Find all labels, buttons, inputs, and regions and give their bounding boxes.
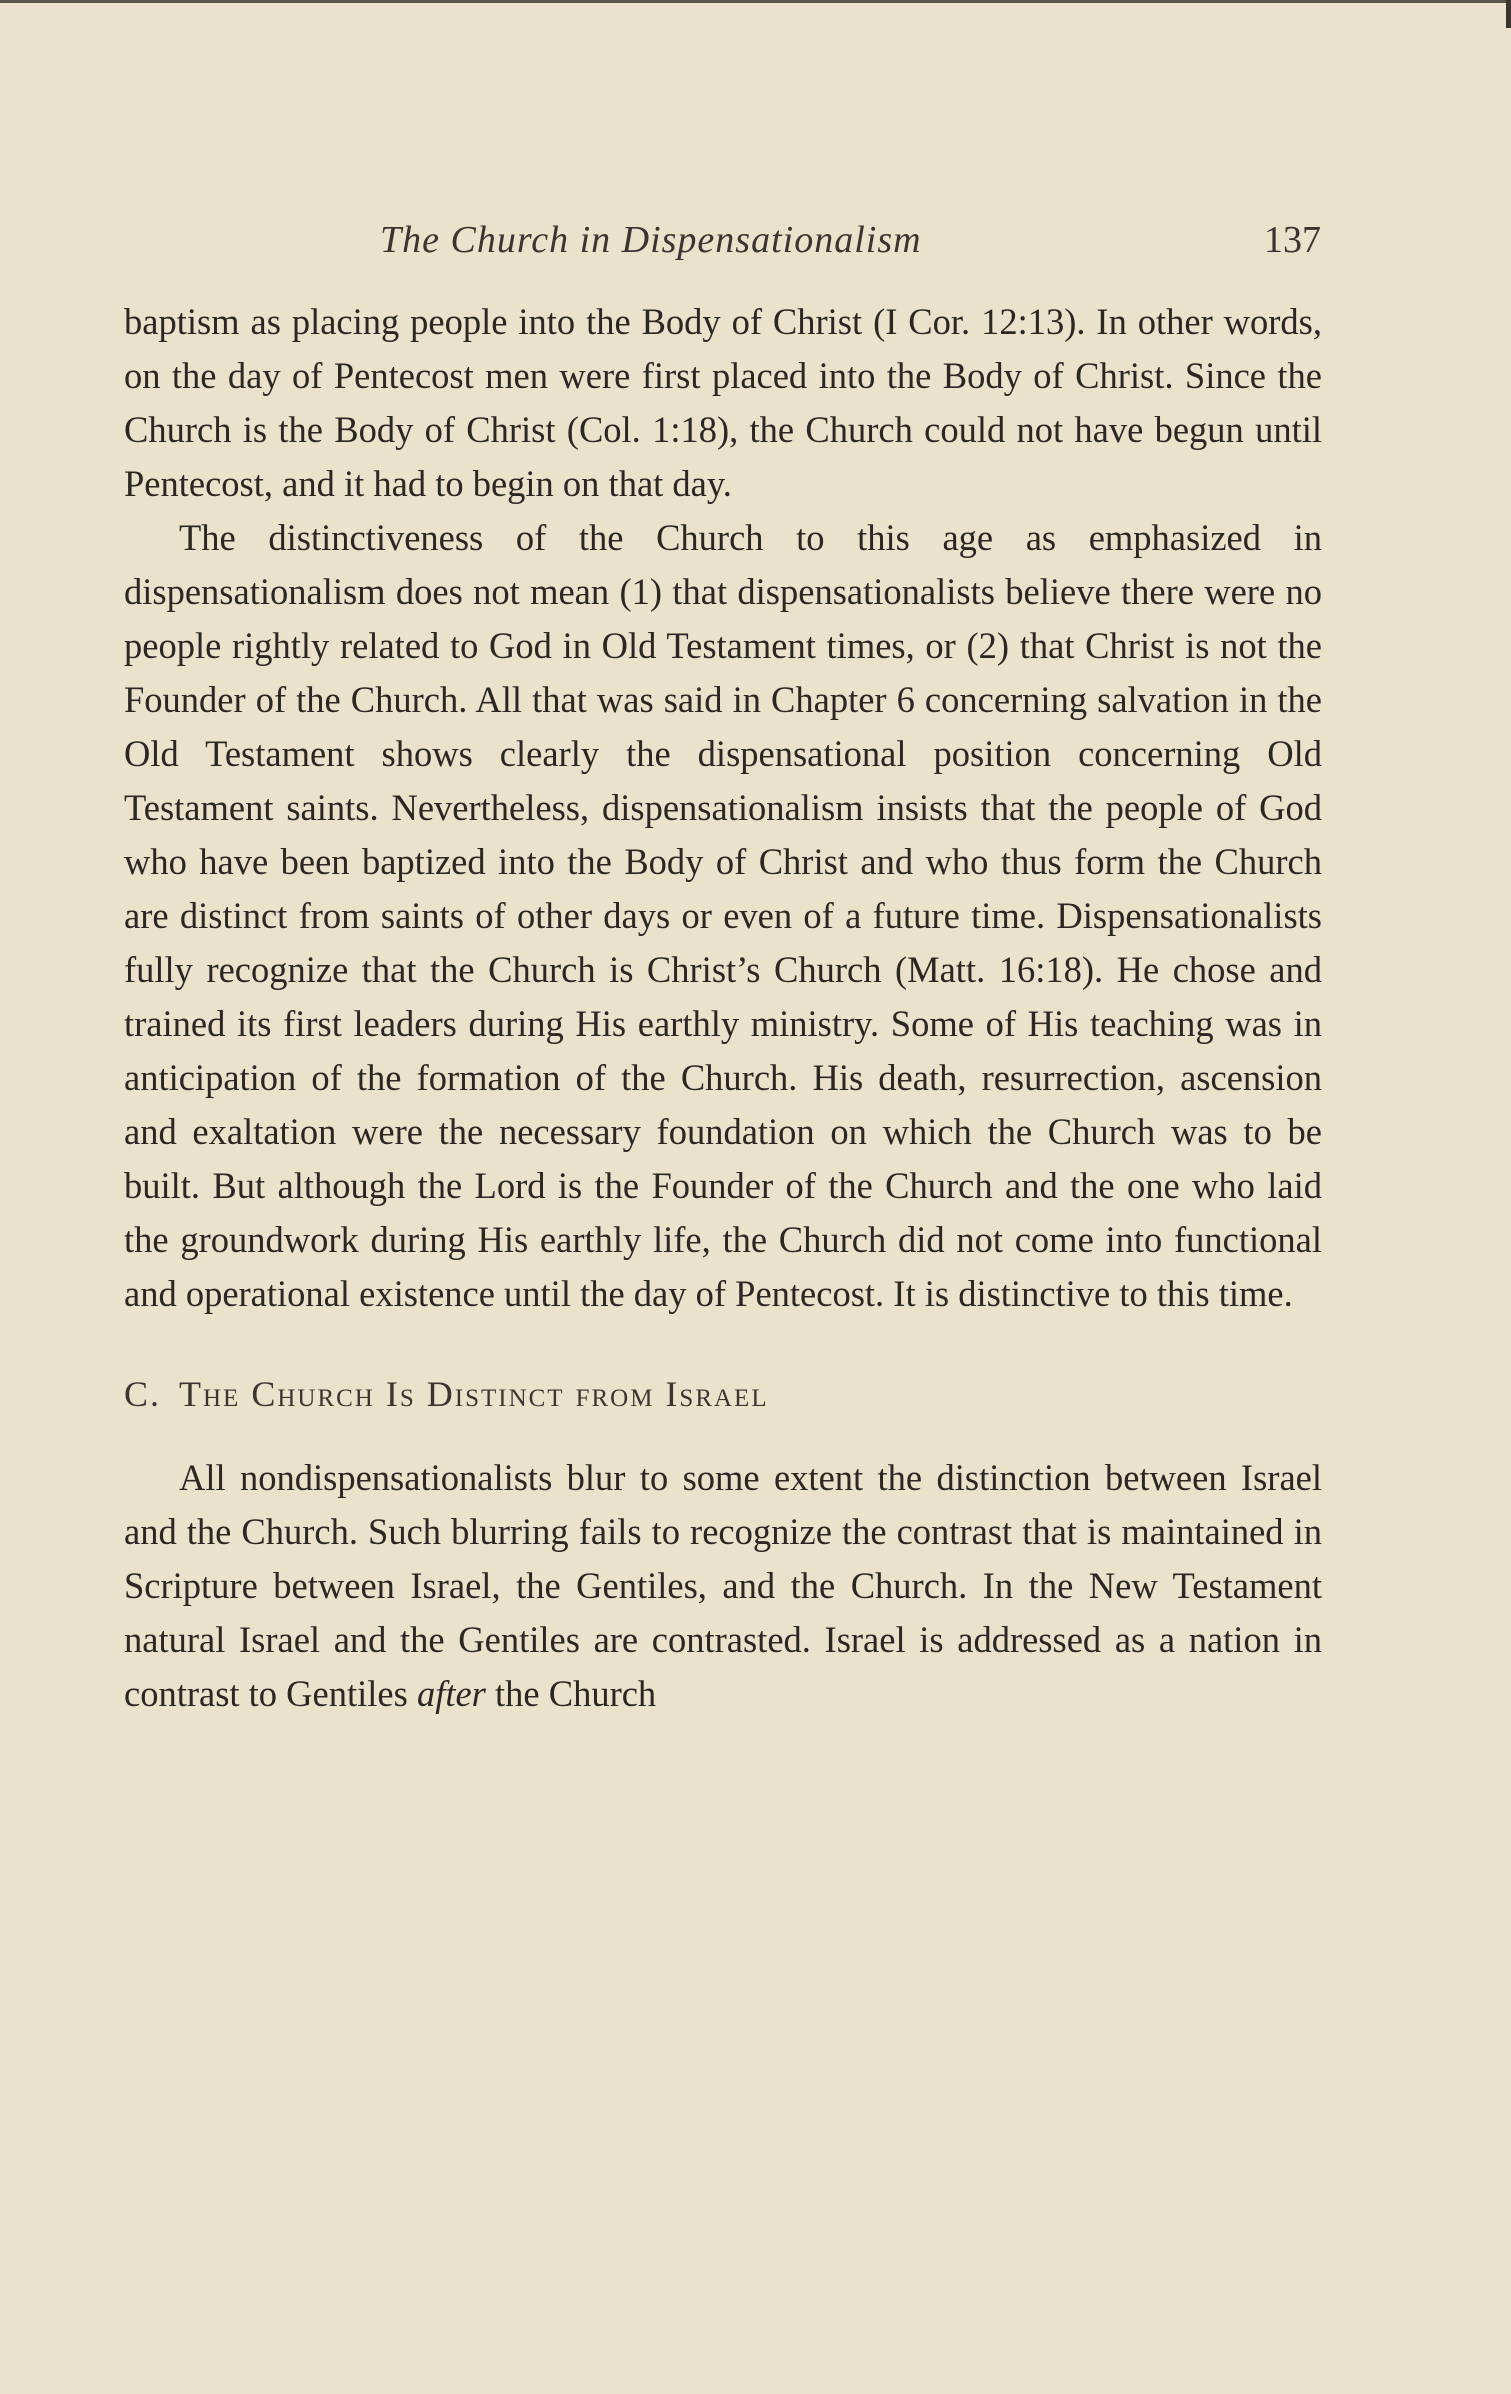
page-number: 137 [1264, 219, 1321, 261]
section-label: C. [124, 1374, 162, 1414]
emphasis-word: after [416, 1673, 486, 1714]
running-head-title: The Church in Dispensationalism [380, 219, 922, 261]
paragraph-continued: baptism as placing people into the Body of Christ (I Cor. 12:13). In other words, on the day of Pentecost men were first placed into the Body of Christ. Since the Church is the Body of Christ (Col. 1:18), the Church could not have begun until Pentecost, and it had to begin on that day. [124, 301, 1322, 504]
paragraph-israel [124, 1451, 1322, 1721]
paragraph-israel-text: All nondispensationalists blur to some extent the distinction between Israel and the Church. Such blurring fails to recognize the contrast that is maintained in Scripture between Israel, the Gentiles, and the Church. In the New Testament natural Israel and the Gentiles are contrasted. Israel is addressed as a nation in contrast to Gentiles [124, 1457, 1322, 1714]
scan-corner-mark [1506, 0, 1511, 28]
section-title: The Church Is Distinct from Israel [179, 1374, 769, 1414]
scan-top-edge [0, 0, 1511, 3]
running-head [0, 218, 1511, 268]
body-text [124, 295, 1322, 1721]
section-heading [124, 1367, 1322, 1421]
paragraph-israel-tail: the Church [485, 1673, 657, 1714]
paragraph-distinctiveness: The distinctiveness of the Church to this age as emphasized in dispensationalism does not mean (1) that dispensationalists believe there were no people rightly related to God in Old Testament times, or (2) that Christ is not the Founder of the Church. All that was said in Chapter 6 concerning salvation in the Old Testament shows clearly the dispensational position concerning Old Testament saints. Nevertheless, dispensationalism insists that the people of God who have been baptized into the Body of Christ and who thus form the Church are distinct from saints of other days or even of a future time. Dispensationalists fully recognize that the Church is Christ’s Church (Matt. 16:18). He chose and trained its first leaders during His earthly ministry. Some of His teaching was in anticipation of the formation of the Church. His death, resurrection, ascension and exaltation were the necessary foundation on which the Church was to be built. But although the Lord is the Founder of the Church and the one who laid the groundwork during His earthly life, the Church did not come into functional and operational existence until the day of Pentecost. It is distinctive to this time. [124, 517, 1322, 1314]
